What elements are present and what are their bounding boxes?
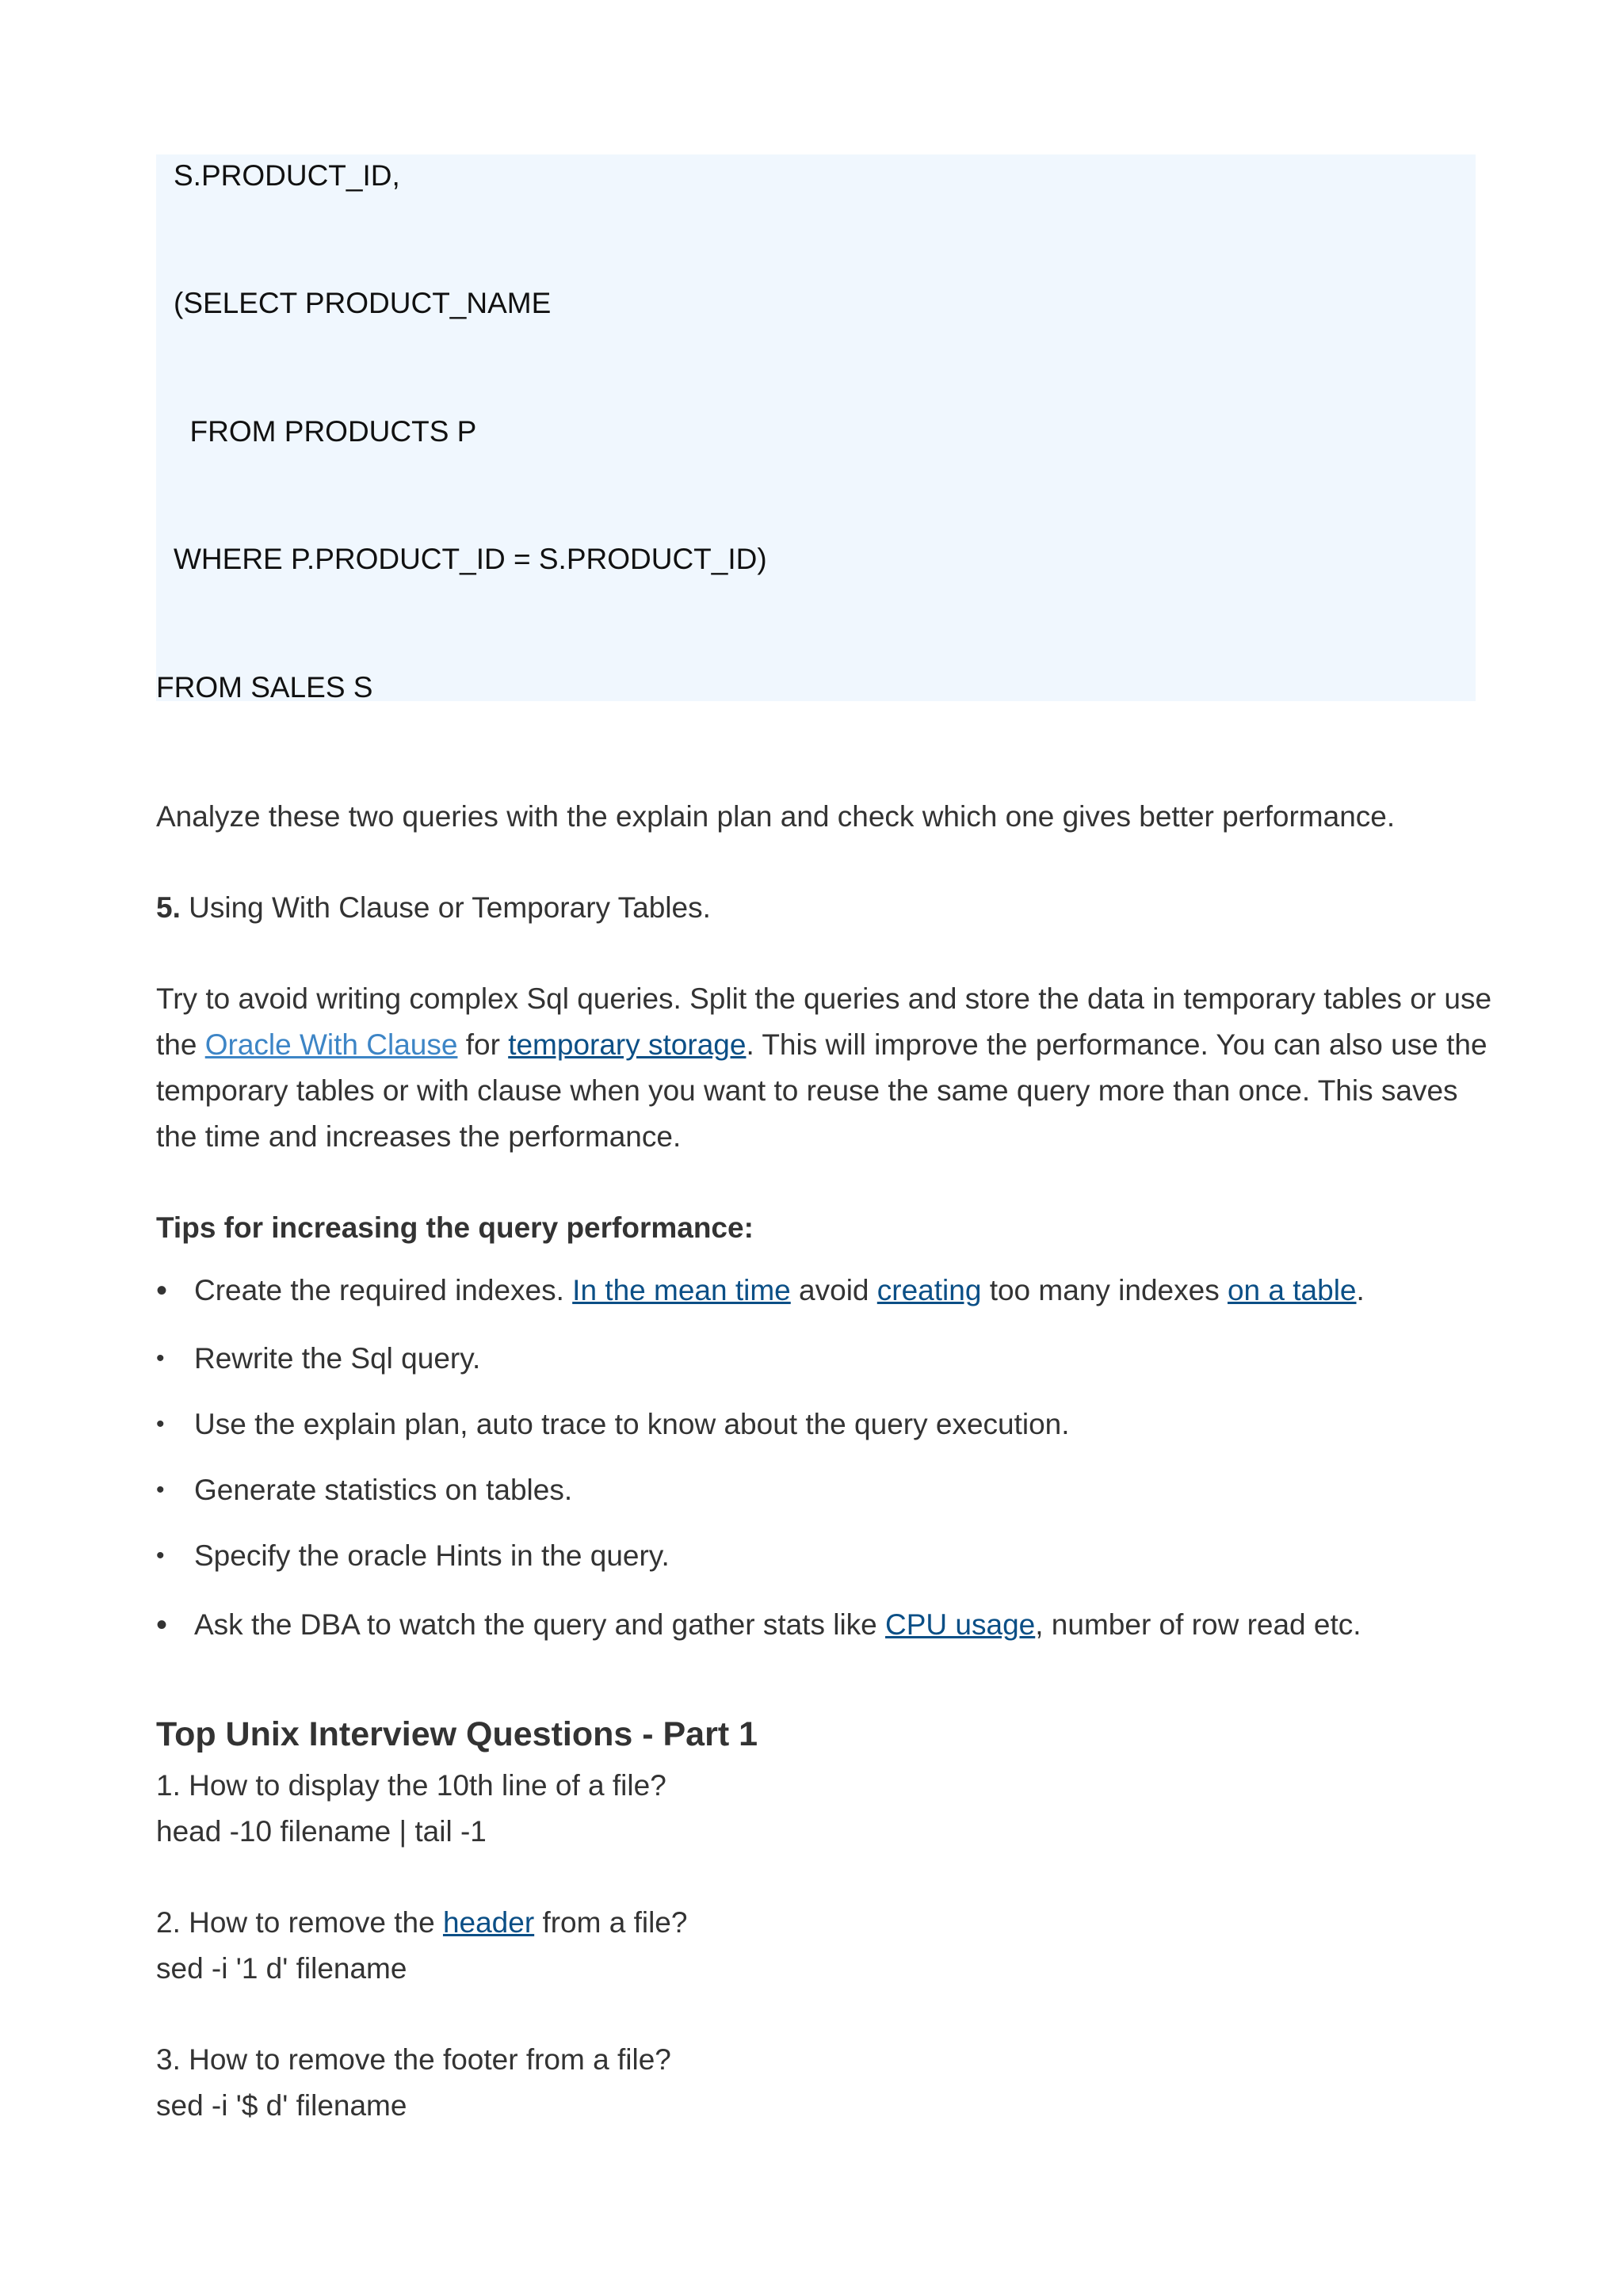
paragraph-line-1: Try to avoid writing complex Sql queries. Split the queries and store the data in temporary tables or use	[156, 982, 1492, 1015]
unix-question-3: 3. How to remove the footer from a file?	[156, 2043, 671, 2076]
in-the-mean-time-link[interactable]: In the mean time	[572, 1274, 791, 1306]
bullet-icon: •	[156, 1543, 165, 1569]
list-item-text: .	[1356, 1274, 1365, 1306]
list-item-text: Generate statistics on tables.	[194, 1474, 573, 1506]
unix-answer-1: head -10 filename | tail -1	[156, 1815, 487, 1848]
list-item-text: , number of row read etc.	[1035, 1608, 1361, 1641]
list-item	[156, 1467, 572, 1513]
list-item-text: Specify the oracle Hints in the query.	[194, 1539, 670, 1572]
bullet-icon: •	[156, 1411, 165, 1437]
list-item	[156, 1336, 480, 1382]
unix-question-1: 1. How to display the 10th line of a file?	[156, 1769, 666, 1802]
header-link[interactable]: header	[442, 1906, 535, 1939]
bullet-icon: •	[156, 1477, 165, 1503]
tips-heading: Tips for increasing the query performance:	[156, 1211, 754, 1244]
list-item-text: too many indexes	[981, 1274, 1228, 1306]
unix-answer-2: sed -i '1 d' filename	[156, 1952, 407, 1985]
question-text: 2. How to remove the	[156, 1906, 443, 1939]
paragraph-text: for	[457, 1028, 509, 1061]
list-item	[156, 1402, 1070, 1447]
on-a-table-link[interactable]: on a table	[1227, 1274, 1357, 1306]
list-item	[156, 1533, 670, 1579]
cpu-usage-link[interactable]: CPU usage	[885, 1608, 1036, 1641]
analyze-text: Analyze these two queries with the explain plan and check which one gives better performance.	[156, 800, 1396, 833]
bullet-icon: •	[156, 1273, 168, 1308]
paragraph-line-3: temporary tables or with clause when you want to reuse the same query more than once. This saves	[156, 1074, 1458, 1107]
paragraph-text: the	[156, 1028, 205, 1061]
unix-answer-3: sed -i '$ d' filename	[156, 2089, 407, 2122]
code-line-1: S.PRODUCT_ID,	[174, 159, 400, 192]
section-5-text: Using With Clause or Temporary Tables.	[180, 891, 711, 924]
code-line-5: FROM SALES S	[156, 671, 373, 704]
creating-link[interactable]: creating	[876, 1274, 982, 1306]
section-5-number: 5.	[156, 891, 181, 924]
list-item-text: Rewrite the Sql query.	[194, 1342, 481, 1375]
code-line-3: FROM PRODUCTS P	[174, 415, 477, 448]
paragraph-line-2	[156, 1022, 1487, 1068]
unix-heading: Top Unix Interview Questions - Part 1	[156, 1715, 758, 1753]
code-line-2: (SELECT PRODUCT_NAME	[174, 287, 552, 319]
list-item-text: Create the required indexes.	[194, 1274, 573, 1306]
list-item-text: avoid	[790, 1274, 877, 1306]
question-text: from a file?	[534, 1906, 688, 1939]
code-block	[156, 154, 1476, 704]
list-item-text: Ask the DBA to watch the query and gather stats like	[194, 1608, 886, 1641]
paragraph-line-4: the time and increases the performance.	[156, 1120, 682, 1153]
bullet-icon: •	[156, 1345, 165, 1371]
oracle-with-clause-link[interactable]: Oracle With Clause	[204, 1028, 458, 1061]
temporary-storage-link[interactable]: temporary storage	[508, 1028, 747, 1061]
bullet-icon: •	[156, 1608, 168, 1642]
list-item-text: Use the explain plan, auto trace to know about the query execution.	[194, 1408, 1070, 1440]
paragraph-text: . This will improve the performance. You can also use the	[746, 1028, 1487, 1061]
unix-question-2	[156, 1900, 687, 1946]
code-line-4: WHERE P.PRODUCT_ID = S.PRODUCT_ID)	[174, 543, 767, 575]
list-item	[156, 1268, 1365, 1314]
section-5-title	[156, 885, 711, 931]
list-item	[156, 1602, 1361, 1648]
